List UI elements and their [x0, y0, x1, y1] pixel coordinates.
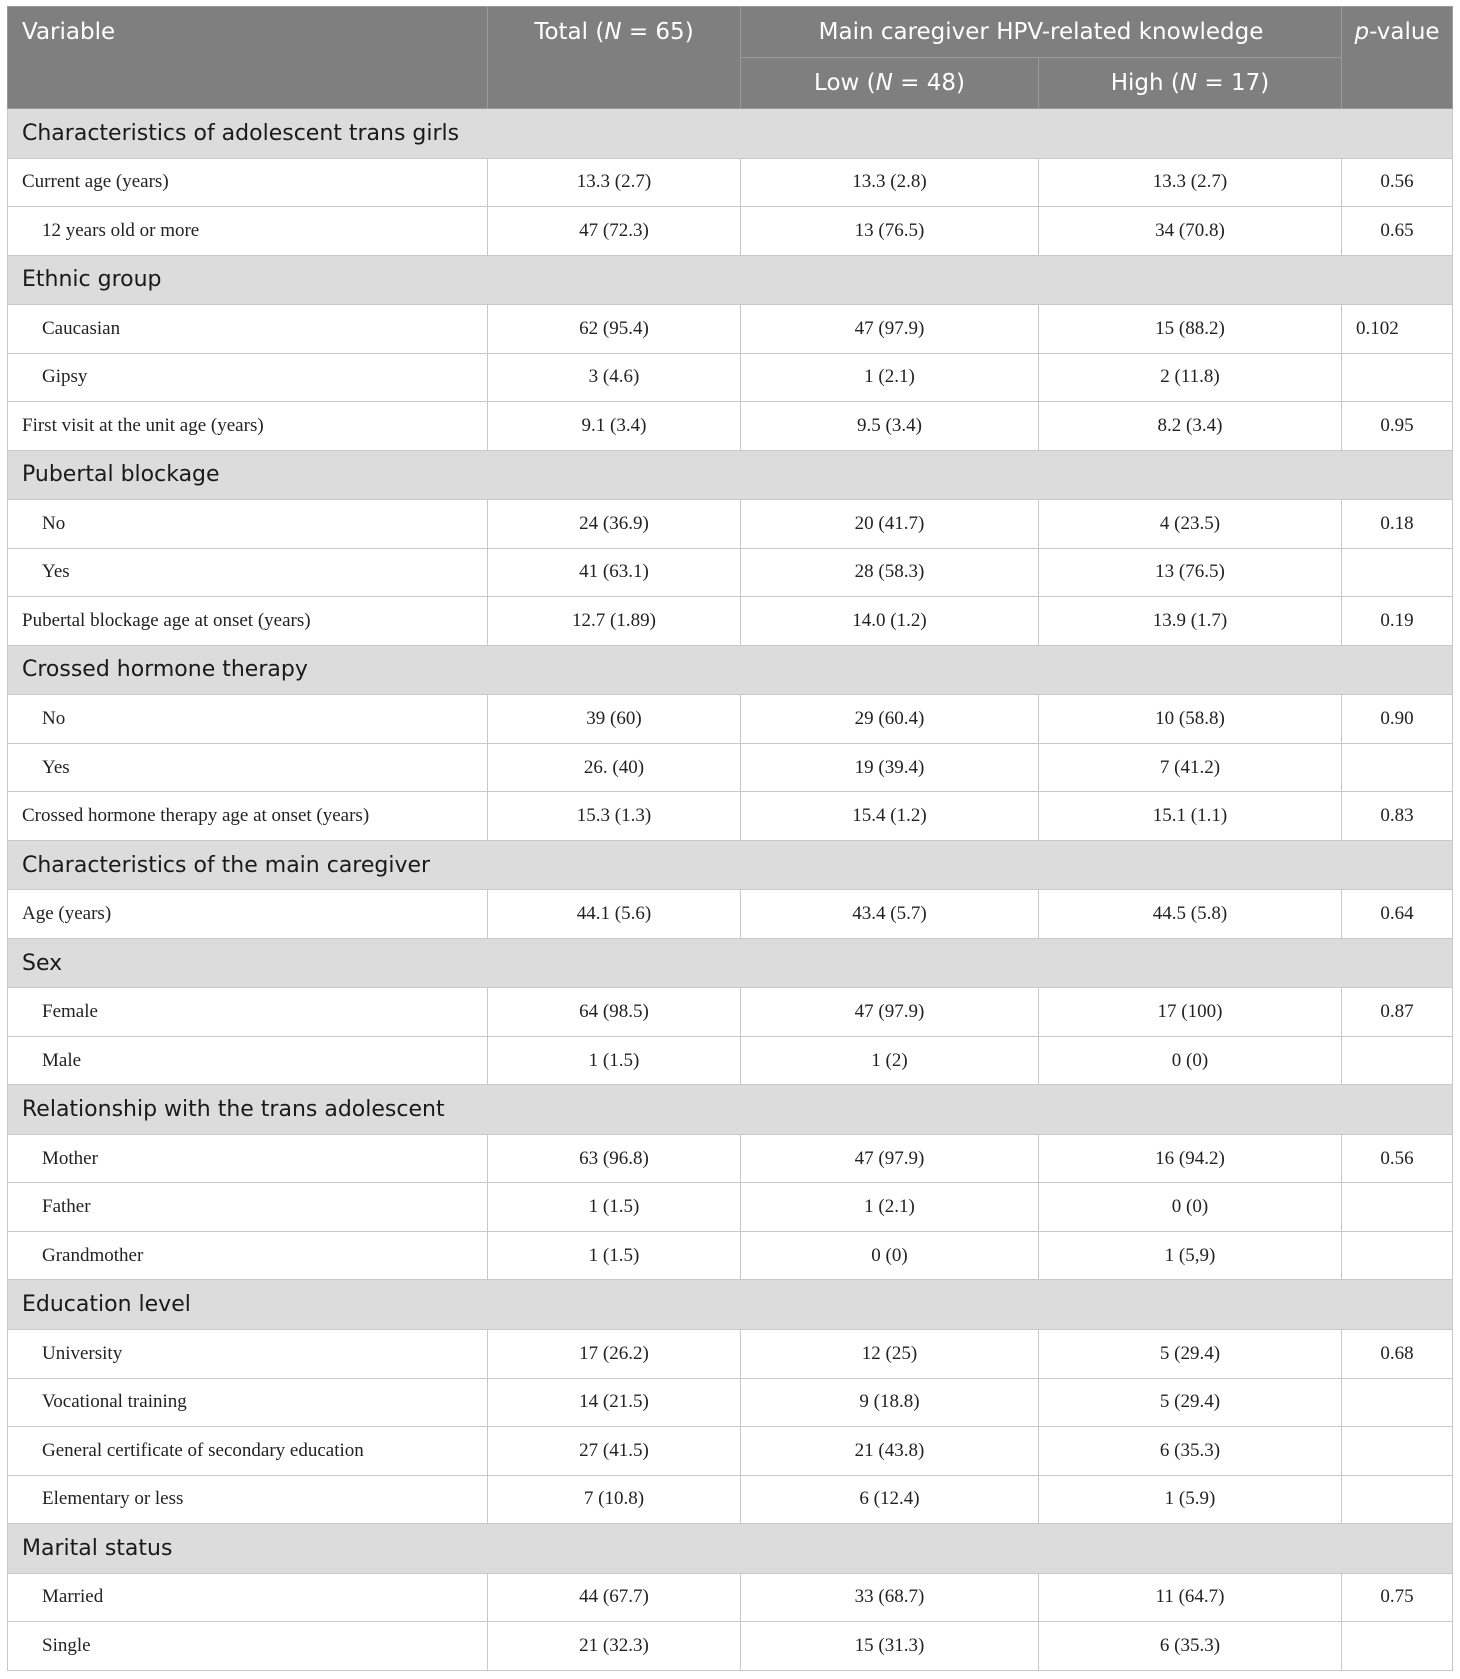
row-label: Gipsy [8, 353, 488, 402]
section-label: Characteristics of adolescent trans girls [8, 109, 1453, 159]
row-label: Vocational training [8, 1378, 488, 1427]
cell-total: 14 (21.5) [488, 1378, 741, 1427]
cell-p-value [1342, 1183, 1453, 1232]
cell-high: 1 (5,9) [1039, 1231, 1342, 1280]
cell-p-value [1342, 548, 1453, 597]
table-row [8, 1183, 1453, 1232]
cell-p-value [1342, 1427, 1453, 1476]
table-row [8, 402, 1453, 451]
table-row [8, 1036, 1453, 1085]
cell-low: 20 (41.7) [741, 500, 1039, 549]
cell-p-value [1342, 1378, 1453, 1427]
cell-high: 7 (41.2) [1039, 743, 1342, 792]
cell-total: 26. (40) [488, 743, 741, 792]
cell-total: 12.7 (1.89) [488, 597, 741, 646]
cell-high: 17 (100) [1039, 988, 1342, 1037]
table-row [8, 1427, 1453, 1476]
row-label: Current age (years) [8, 158, 488, 207]
row-label: Caucasian [8, 305, 488, 354]
header-variable: Variable [8, 7, 488, 109]
cell-low: 47 (97.9) [741, 988, 1039, 1037]
section-row [8, 255, 1453, 305]
section-row [8, 1524, 1453, 1574]
table-row [8, 500, 1453, 549]
row-label: Yes [8, 548, 488, 597]
cell-p-value: 0.95 [1342, 402, 1453, 451]
row-label: Single [8, 1622, 488, 1671]
section-label: Marital status [8, 1524, 1453, 1574]
cell-high: 6 (35.3) [1039, 1427, 1342, 1476]
cell-total: 17 (26.2) [488, 1330, 741, 1379]
table-row [8, 1378, 1453, 1427]
cell-p-value: 0.56 [1342, 1134, 1453, 1183]
cell-total: 1 (1.5) [488, 1183, 741, 1232]
cell-p-value [1342, 353, 1453, 402]
cell-total: 21 (32.3) [488, 1622, 741, 1671]
cell-p-value [1342, 743, 1453, 792]
cell-total: 62 (95.4) [488, 305, 741, 354]
cell-total: 44.1 (5.6) [488, 890, 741, 939]
cell-p-value: 0.87 [1342, 988, 1453, 1037]
cell-high: 34 (70.8) [1039, 207, 1342, 256]
cell-high: 11 (64.7) [1039, 1573, 1342, 1622]
cell-high: 13.3 (2.7) [1039, 158, 1342, 207]
section-label: Pubertal blockage [8, 450, 1453, 500]
cell-high: 16 (94.2) [1039, 1134, 1342, 1183]
table-row [8, 1134, 1453, 1183]
cell-low: 6 (12.4) [741, 1475, 1039, 1524]
cell-p-value: 0.68 [1342, 1330, 1453, 1379]
row-label: Male [8, 1036, 488, 1085]
cell-low: 1 (2) [741, 1036, 1039, 1085]
cell-high: 5 (29.4) [1039, 1378, 1342, 1427]
row-label: University [8, 1330, 488, 1379]
cell-p-value: 0.75 [1342, 1573, 1453, 1622]
table-row [8, 743, 1453, 792]
section-label: Ethnic group [8, 255, 1453, 305]
row-label: Mother [8, 1134, 488, 1183]
table-row [8, 1231, 1453, 1280]
cell-p-value [1342, 1475, 1453, 1524]
cell-p-value: 0.83 [1342, 792, 1453, 841]
section-label: Sex [8, 938, 1453, 988]
table-row [8, 1330, 1453, 1379]
section-label: Characteristics of the main caregiver [8, 840, 1453, 890]
section-label: Education level [8, 1280, 1453, 1330]
cell-low: 28 (58.3) [741, 548, 1039, 597]
table-row [8, 792, 1453, 841]
cell-total: 41 (63.1) [488, 548, 741, 597]
header-total: Total (N = 65) [488, 7, 741, 109]
cell-low: 1 (2.1) [741, 353, 1039, 402]
cell-high: 4 (23.5) [1039, 500, 1342, 549]
cell-low: 9 (18.8) [741, 1378, 1039, 1427]
header-knowledge-group: Main caregiver HPV-related knowledge [741, 7, 1342, 58]
cell-total: 13.3 (2.7) [488, 158, 741, 207]
table-row [8, 353, 1453, 402]
table-row [8, 890, 1453, 939]
section-row [8, 109, 1453, 159]
cell-high: 15.1 (1.1) [1039, 792, 1342, 841]
row-label: Father [8, 1183, 488, 1232]
cell-low: 15.4 (1.2) [741, 792, 1039, 841]
section-row [8, 840, 1453, 890]
table-row [8, 597, 1453, 646]
row-label: Yes [8, 743, 488, 792]
cell-low: 21 (43.8) [741, 1427, 1039, 1476]
cell-p-value: 0.64 [1342, 890, 1453, 939]
table-row [8, 988, 1453, 1037]
table-row [8, 1573, 1453, 1622]
table-row [8, 207, 1453, 256]
section-row [8, 1280, 1453, 1330]
table-row [8, 158, 1453, 207]
cell-total: 9.1 (3.4) [488, 402, 741, 451]
row-label: No [8, 500, 488, 549]
header-high: High (N = 17) [1039, 58, 1342, 109]
cell-p-value: 0.90 [1342, 695, 1453, 744]
section-row [8, 645, 1453, 695]
cell-high: 0 (0) [1039, 1036, 1342, 1085]
section-row [8, 450, 1453, 500]
cell-total: 7 (10.8) [488, 1475, 741, 1524]
row-label: Elementary or less [8, 1475, 488, 1524]
cell-p-value: 0.65 [1342, 207, 1453, 256]
cell-low: 33 (68.7) [741, 1573, 1039, 1622]
cell-high: 8.2 (3.4) [1039, 402, 1342, 451]
header-p-value: p-value [1342, 7, 1453, 109]
table-row [8, 305, 1453, 354]
row-label: Married [8, 1573, 488, 1622]
cell-p-value: 0.102 [1342, 305, 1453, 354]
cell-low: 14.0 (1.2) [741, 597, 1039, 646]
cell-total: 15.3 (1.3) [488, 792, 741, 841]
cell-high: 44.5 (5.8) [1039, 890, 1342, 939]
cell-p-value: 0.56 [1342, 158, 1453, 207]
cell-low: 13.3 (2.8) [741, 158, 1039, 207]
cell-p-value [1342, 1036, 1453, 1085]
cell-high: 5 (29.4) [1039, 1330, 1342, 1379]
cell-total: 63 (96.8) [488, 1134, 741, 1183]
cell-p-value: 0.18 [1342, 500, 1453, 549]
cell-high: 10 (58.8) [1039, 695, 1342, 744]
cell-high: 15 (88.2) [1039, 305, 1342, 354]
header-low: Low (N = 48) [741, 58, 1039, 109]
cell-high: 0 (0) [1039, 1183, 1342, 1232]
cell-low: 15 (31.3) [741, 1622, 1039, 1671]
cell-high: 1 (5.9) [1039, 1475, 1342, 1524]
table-row [8, 1622, 1453, 1671]
row-label: Crossed hormone therapy age at onset (years) [8, 792, 488, 841]
cell-total: 39 (60) [488, 695, 741, 744]
cell-low: 19 (39.4) [741, 743, 1039, 792]
cell-p-value: 0.19 [1342, 597, 1453, 646]
cell-total: 64 (98.5) [488, 988, 741, 1037]
section-row [8, 1085, 1453, 1135]
cell-low: 12 (25) [741, 1330, 1039, 1379]
row-label: No [8, 695, 488, 744]
section-label: Relationship with the trans adolescent [8, 1085, 1453, 1135]
section-row [8, 938, 1453, 988]
row-label: Grandmother [8, 1231, 488, 1280]
table-body [8, 109, 1453, 1671]
cell-total: 1 (1.5) [488, 1036, 741, 1085]
cell-high: 13 (76.5) [1039, 548, 1342, 597]
table-row [8, 695, 1453, 744]
cell-p-value [1342, 1622, 1453, 1671]
cell-low: 43.4 (5.7) [741, 890, 1039, 939]
cell-low: 1 (2.1) [741, 1183, 1039, 1232]
cell-high: 2 (11.8) [1039, 353, 1342, 402]
cell-low: 9.5 (3.4) [741, 402, 1039, 451]
cell-low: 0 (0) [741, 1231, 1039, 1280]
cell-low: 29 (60.4) [741, 695, 1039, 744]
cell-p-value [1342, 1231, 1453, 1280]
table-header [8, 7, 1453, 109]
cell-low: 13 (76.5) [741, 207, 1039, 256]
section-label: Crossed hormone therapy [8, 645, 1453, 695]
cell-low: 47 (97.9) [741, 305, 1039, 354]
cell-total: 1 (1.5) [488, 1231, 741, 1280]
characteristics-table [7, 6, 1453, 1671]
row-label: First visit at the unit age (years) [8, 402, 488, 451]
row-label: Female [8, 988, 488, 1037]
cell-high: 6 (35.3) [1039, 1622, 1342, 1671]
table-row [8, 548, 1453, 597]
cell-high: 13.9 (1.7) [1039, 597, 1342, 646]
table-row [8, 1475, 1453, 1524]
cell-total: 47 (72.3) [488, 207, 741, 256]
cell-total: 3 (4.6) [488, 353, 741, 402]
row-label: 12 years old or more [8, 207, 488, 256]
row-label: General certificate of secondary education [8, 1427, 488, 1476]
row-label: Pubertal blockage age at onset (years) [8, 597, 488, 646]
cell-total: 27 (41.5) [488, 1427, 741, 1476]
cell-total: 24 (36.9) [488, 500, 741, 549]
row-label: Age (years) [8, 890, 488, 939]
cell-total: 44 (67.7) [488, 1573, 741, 1622]
cell-low: 47 (97.9) [741, 1134, 1039, 1183]
